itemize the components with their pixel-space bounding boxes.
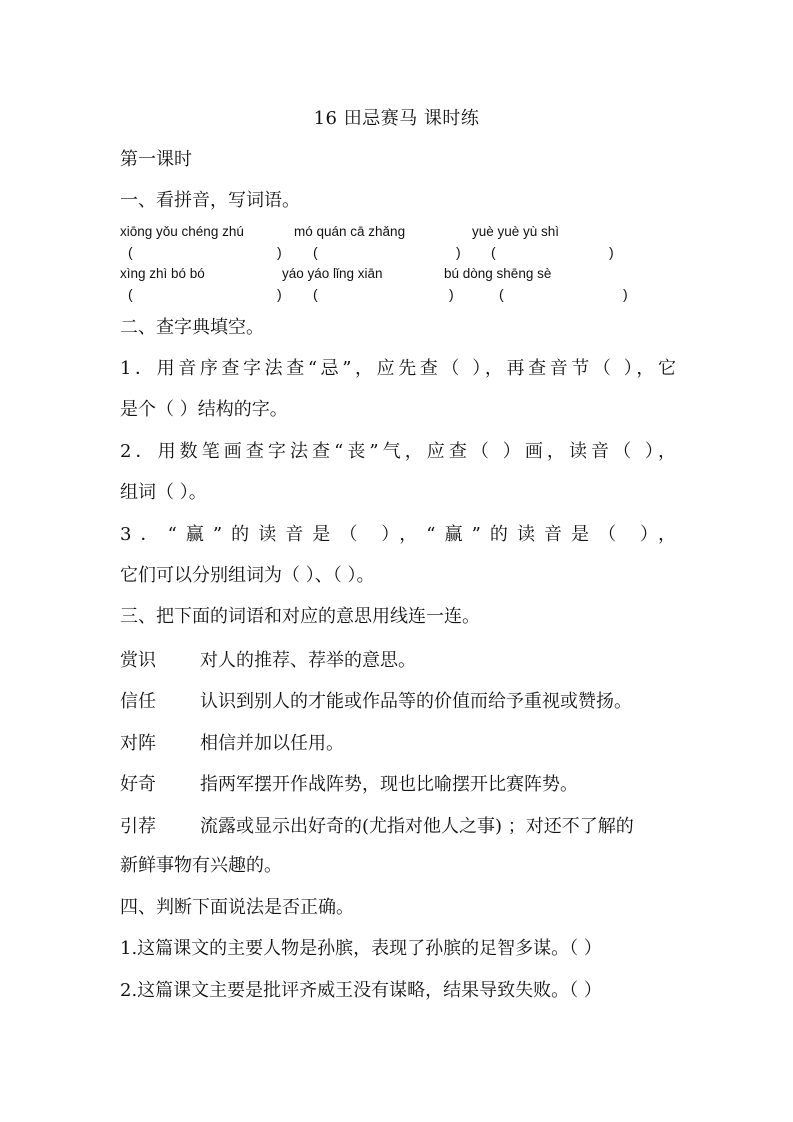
pinyin-4: xìng zhì bó bó	[120, 266, 205, 281]
lesson-label: 第一课时	[120, 149, 192, 170]
match-def-5: 流露或显示出好奇的(尤指对他人之事) ；对还不了解的	[200, 816, 634, 837]
answer-close-1: )	[277, 244, 282, 260]
match-def-4: 指两军摆开作战阵势，现也比喻摆开比赛阵势。	[200, 774, 578, 795]
section4-q1: 1.这篇课文的主要人物是孙膑，表现了孙膑的足智多谋。（ ）	[120, 938, 602, 959]
match-def-5-continued: 新鲜事物有兴趣的。	[120, 855, 282, 876]
match-def-1: 对人的推荐、荐举的意思。	[200, 650, 416, 671]
section2-q2-line2: 组词（ ）。	[120, 482, 207, 503]
match-def-3: 相信并加以任用。	[200, 733, 344, 754]
answer-close-5: )	[449, 286, 454, 302]
section3-heading: 三、把下面的词语和对应的意思用线连一连。	[120, 606, 480, 627]
section2-q1-line2: 是个（ ）结构的字。	[120, 399, 288, 420]
page-title: 16 田忌赛马 课时练	[313, 108, 480, 129]
answer-open-1: (	[128, 244, 133, 260]
answer-open-2: (	[313, 244, 318, 260]
pinyin-2: mó quán cā zhǎng	[294, 224, 406, 239]
section2-q3-line1: 3．“赢”的读音是（ ），“赢”的读音是（ ），	[120, 524, 676, 545]
match-term-1: 赏识	[120, 650, 156, 671]
answer-open-5: (	[313, 286, 318, 302]
section4-heading: 四、判断下面说法是否正确。	[120, 897, 354, 918]
section2-q2-line1: 2．用数笔画查字法查“丧”气，应查（ ）画，读音（ ），	[120, 441, 676, 462]
section2-heading: 二、查字典填空。	[120, 317, 264, 338]
section4-q2: 2.这篇课文主要是批评齐威王没有谋略，结果导致失败。（ ）	[120, 980, 602, 1001]
pinyin-1: xiōng yǒu chéng zhú	[120, 224, 244, 239]
match-term-5: 引荐	[120, 816, 156, 837]
match-term-2: 信任	[120, 691, 156, 712]
answer-open-6: (	[499, 286, 504, 302]
pinyin-5: yáo yáo lǐng xiān	[282, 266, 383, 281]
section2-q1-line1: 1．用音序查字法查“忌”，应先查（ ），再查音节（ ），它	[120, 358, 676, 379]
pinyin-6: bú dòng shēng sè	[444, 266, 552, 281]
answer-close-2: )	[456, 244, 461, 260]
answer-close-4: )	[277, 286, 282, 302]
answer-close-6: )	[623, 286, 628, 302]
section1-heading: 一、看拼音，写词语。	[120, 190, 300, 211]
answer-open-3: (	[491, 244, 496, 260]
pinyin-3: yuè yuè yù shì	[472, 224, 560, 239]
section2-q3-line2: 它们可以分别组词为（ ）、（ ）。	[120, 565, 375, 586]
match-def-2: 认识到别人的才能或作品等的价值而给予重视或赞扬。	[200, 691, 632, 712]
answer-close-3: )	[609, 244, 614, 260]
match-term-4: 好奇	[120, 774, 156, 795]
answer-open-4: (	[128, 286, 133, 302]
match-term-3: 对阵	[120, 733, 156, 754]
